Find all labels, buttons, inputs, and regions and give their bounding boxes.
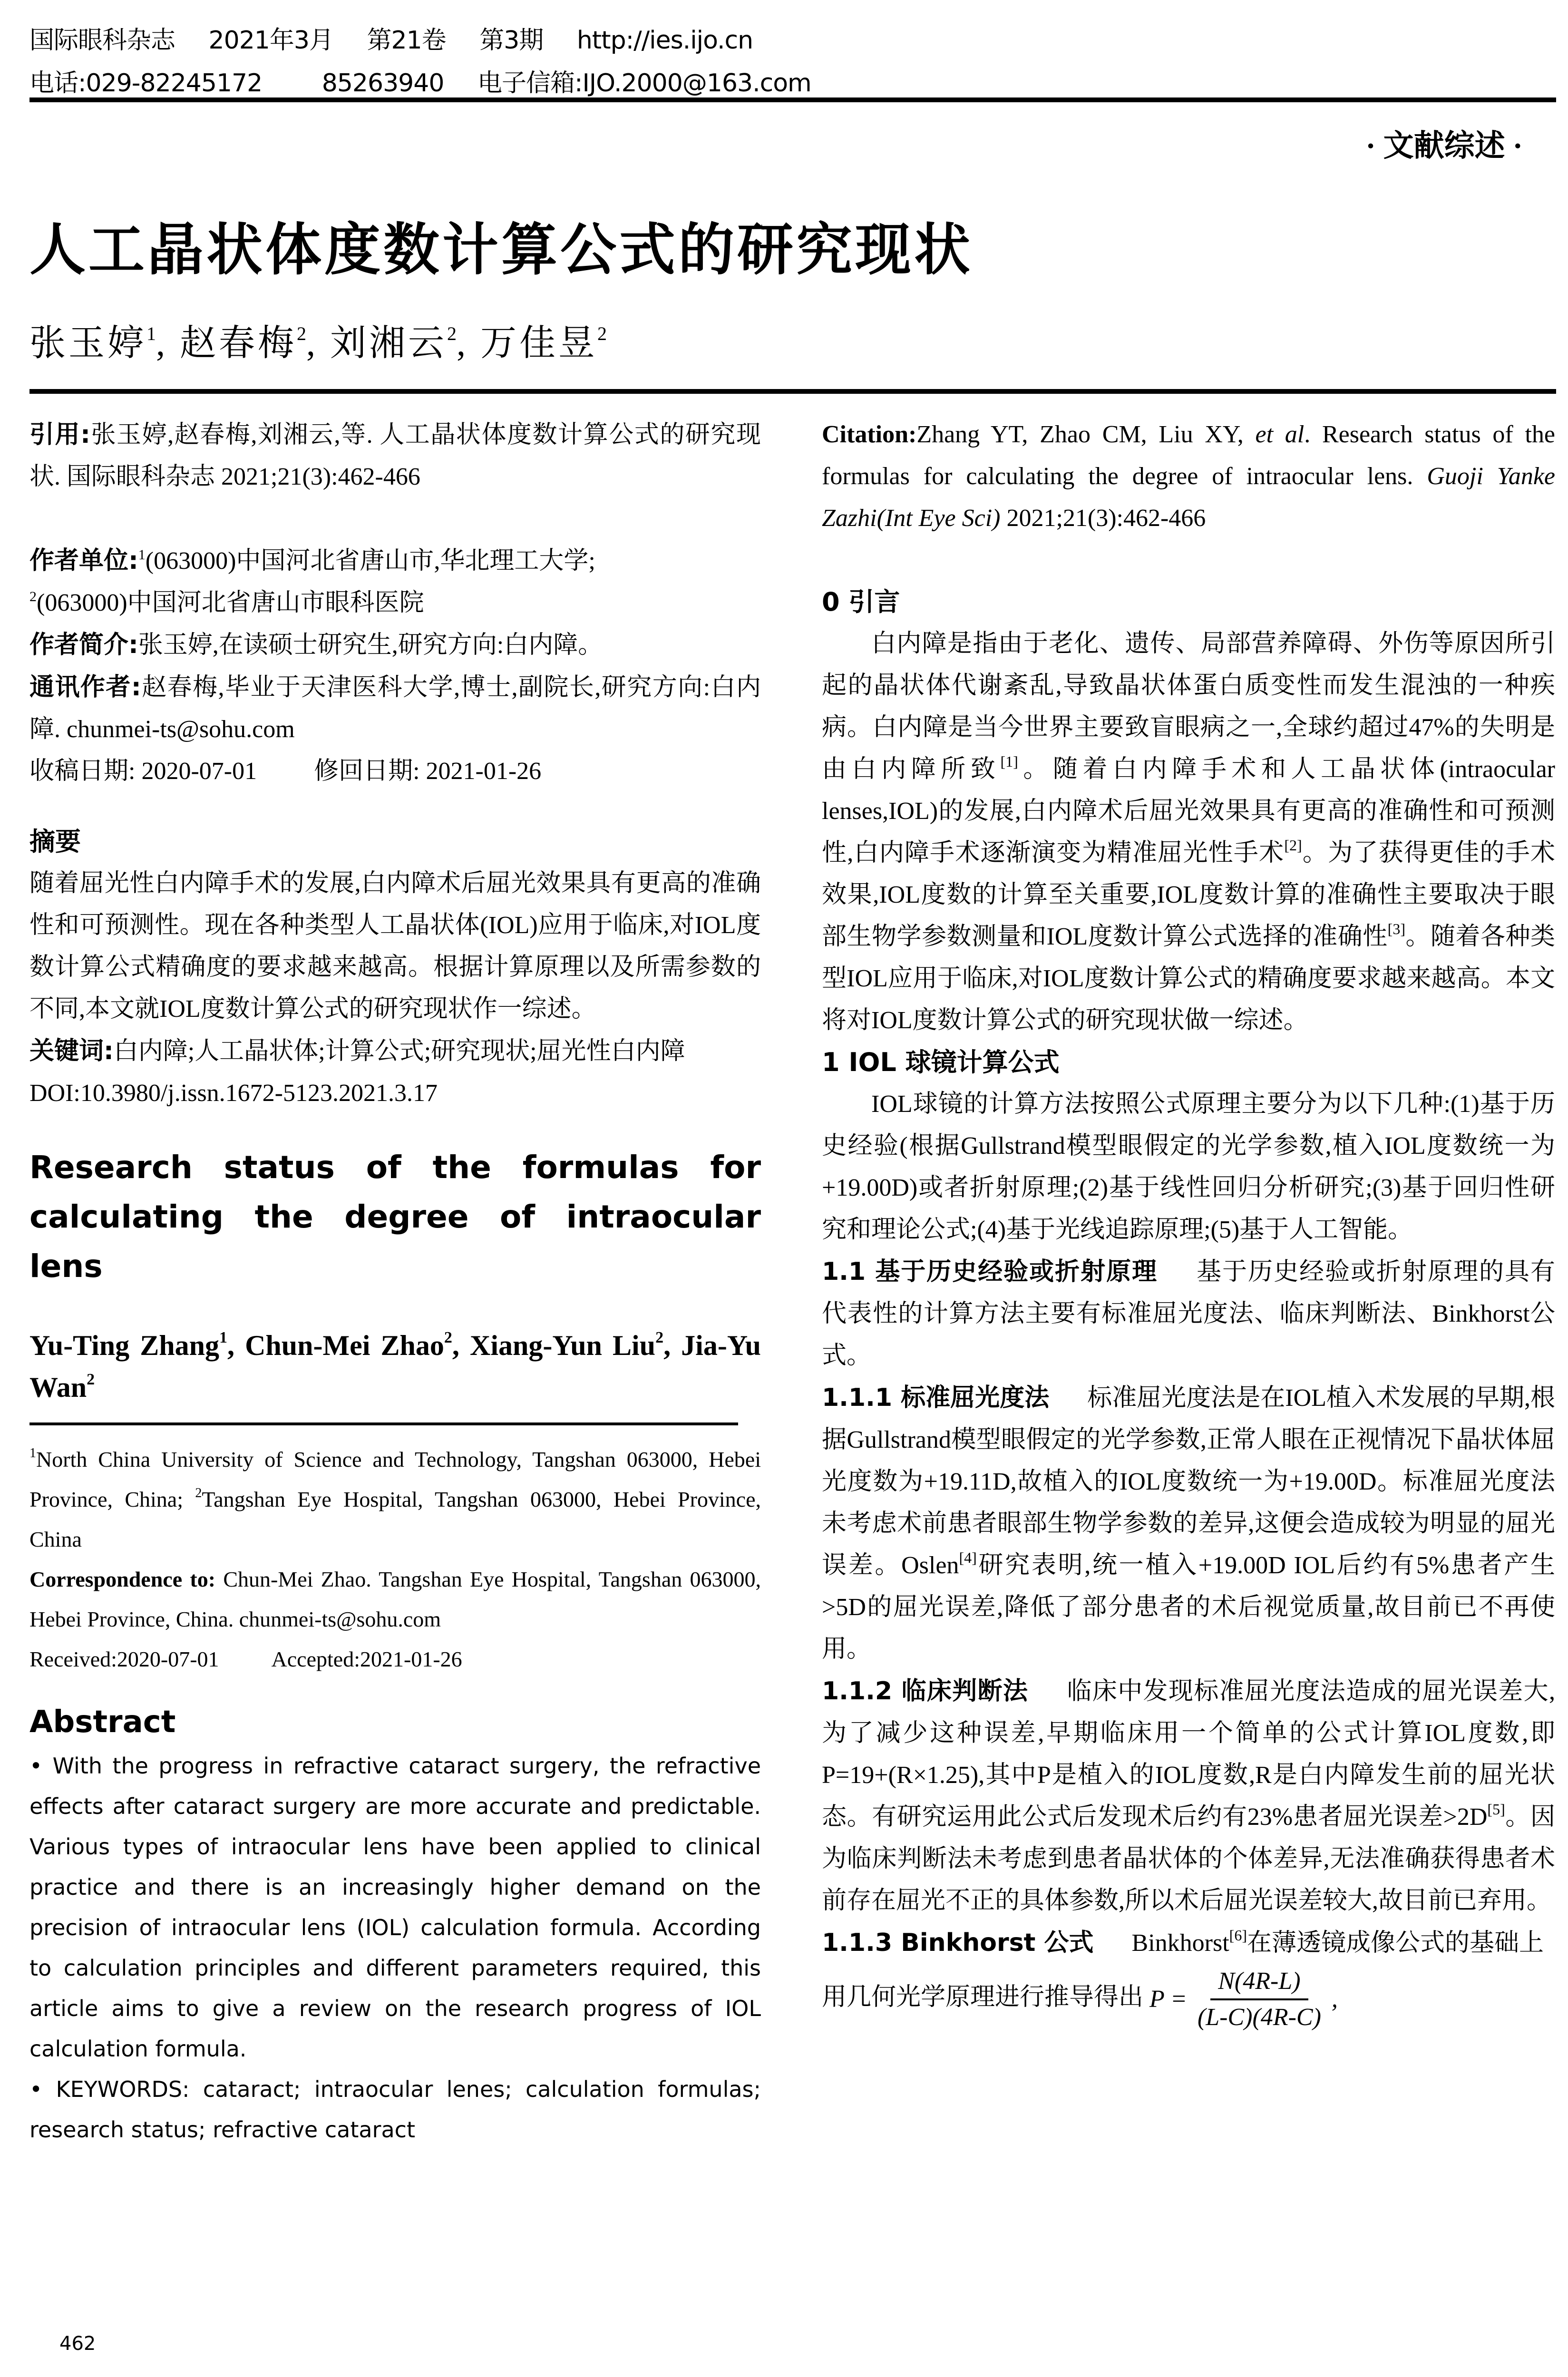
- right-column: [822, 414, 1555, 2035]
- email[interactable]: 电子信箱:IJO.2000@163.com: [477, 69, 811, 97]
- bio-text: 张玉婷,在读硕士研究生,研究方向:白内障。: [138, 632, 603, 659]
- affiliation-mark: 2: [297, 323, 306, 344]
- correspondence-label: Correspondence to:: [29, 1567, 216, 1591]
- accepted-en: Accepted:2021-01-26: [271, 1647, 462, 1671]
- affiliation-mark: 1: [219, 1329, 227, 1346]
- dates-en: [29, 1639, 761, 1679]
- citation-en-etal: et al: [1255, 421, 1305, 448]
- page-number: 462: [59, 2333, 96, 2355]
- text-run: 。因为临床判断法未考虑到患者晶状体的个体差异,无法准确获得患者术前存在屈光不正的具体参数,所以术后屈光误差较大,故目前已弃用。: [822, 1803, 1555, 1914]
- affiliation-mark: 2: [444, 1329, 452, 1346]
- citation-en-title: . Research status of the formulas for calculating the degree of intraocular lens.: [822, 421, 1555, 490]
- section-0-heading: 0 引言: [822, 587, 900, 617]
- authors-en: Yu-Ting Zhang$^1$, Chun-Mei Zhao$^2$, Xiang-Yun Liu$^2$, Jia-Yu Wan$^2$: [29, 1329, 761, 1403]
- running-header: [29, 19, 838, 105]
- affiliation-mark: 2: [597, 323, 607, 344]
- reference-link[interactable]: [3]: [1387, 920, 1405, 937]
- affiliation-mark: 1: [146, 323, 156, 344]
- author-en: Jia-Yu Wan: [29, 1330, 761, 1403]
- title-en: Research status of the formulas for calculating the degree of intraocular lens: [29, 1149, 761, 1285]
- citation-cn: [29, 414, 761, 498]
- section-1-1-3: [822, 1922, 1555, 2035]
- text-run: 标准屈光度法是在IOL植入术发展的早期,根据Gullstrand模型眼假定的光学参数,正常人眼在正视情况下晶状体屈光度数为+19.11D,故植入的IOL度数统一为+19.00D。标准屈光度法未考虑术前患者眼部生物学参数的差异,这便会造成较为明显的屈光误差。Oslen: [822, 1384, 1555, 1579]
- author-cn: 张玉婷: [29, 323, 146, 363]
- affiliation-mark: 2: [87, 1371, 95, 1388]
- citation-text: 张玉婷,赵春梅,刘湘云,等. 人工晶状体度数计算公式的研究现状. 国际眼科杂志 2021;21(3):462-466: [29, 421, 761, 490]
- affiliation-mark: 2: [447, 323, 457, 344]
- journal-url[interactable]: http://ies.ijo.cn: [576, 26, 753, 55]
- text-run: 在薄透镜成像公式的基础上用几何光学原理进行推导得出: [822, 1929, 1544, 2011]
- issue: 第3期: [479, 26, 544, 55]
- phone-2: 85263940: [321, 69, 444, 97]
- keywords-text: 白内障;人工晶状体;计算公式;研究现状;屈光性白内障: [113, 1038, 685, 1065]
- revised-date: 修回日期: 2021-01-26: [314, 758, 542, 785]
- reference-link[interactable]: [5]: [1487, 1801, 1505, 1818]
- section-1-paragraph: IOL球镜的计算方法按照公式原理主要分为以下几种:(1)基于历史经验(根据Gullstrand模型眼假定的光学参数,植入IOL度数统一为+19.00D)或者折射原理;(2)基于线性回归分析研究;(3)基于回归性研究和理论公式;(4)基于光线追踪原理;(5)基于人工智能。: [822, 1091, 1555, 1243]
- citation-en-ref: 2021;21(3):462-466: [1006, 505, 1206, 532]
- author-en: Yu-Ting Zhang: [29, 1330, 219, 1361]
- issue-date: 2021年3月: [208, 26, 333, 55]
- text-run: 研究表明,统一植入+19.00D IOL后约有5%患者产生>5D的屈光误差,降低了部分患者的术后视觉质量,故目前已不再使用。: [822, 1552, 1555, 1663]
- affiliation-en-1: North China University of Science and Technology, Tangshan 063000, Hebei Province, China;: [29, 1447, 761, 1511]
- correspondence-text: Chun-Mei Zhao. Tangshan Eye Hospital, Tangshan 063000, Hebei Province, China. chunmei-ts@sohu.com: [29, 1567, 761, 1631]
- received-date: 收稿日期: 2020-07-01: [29, 758, 257, 785]
- phone: 电话:029-82245172: [29, 69, 263, 97]
- abstract-heading-en: Abstract: [29, 1705, 176, 1740]
- reference-link[interactable]: [6]: [1229, 1927, 1247, 1944]
- section-1-1-1-heading: 1.1.1 标准屈光度法: [822, 1383, 1050, 1412]
- text-run: 临床中发现标准屈光度法造成的屈光误差大,为了减少这种误差,早期临床用一个简单的公式计算IOL度数,即P=19+(R×1.25),其中P是植入的IOL度数,R是白内障发生前的屈光状态。有研究运用此公式后发现术后约有23%患者屈光误差>2D: [822, 1678, 1555, 1831]
- page-title: 人工晶状体度数计算公式的研究现状: [29, 217, 974, 283]
- section-1-1-heading: 1.1 基于历史经验或折射原理: [822, 1257, 1158, 1286]
- reference-link[interactable]: [4]: [959, 1549, 977, 1566]
- authors-cn: 张玉婷$^1$, 赵春梅$^2$, 刘湘云$^2$, 万佳昱$^2$: [29, 323, 607, 363]
- corr-text: 赵春梅,毕业于天津医科大学,博士,副院长,研究方向:白内障. chunmei-ts@sohu.com: [29, 674, 761, 743]
- formula-lhs: P =: [1149, 1986, 1187, 2013]
- bio-label: 作者简介:: [29, 631, 138, 659]
- correspondence-en: [29, 1559, 761, 1639]
- text-run: Binkhorst: [1131, 1929, 1229, 1957]
- header-line-1: [29, 19, 838, 62]
- keywords-cn: [29, 1030, 761, 1072]
- author-bio: [29, 624, 761, 666]
- corr-label: 通讯作者:: [29, 673, 141, 701]
- corresponding-author: [29, 666, 761, 750]
- section-1-1-2: [822, 1670, 1555, 1922]
- citation-en-authors: Zhang YT, Zhao CM, Liu XY,: [916, 421, 1244, 448]
- formula-tail: ,: [1331, 1986, 1338, 2013]
- title-rule: [29, 389, 1556, 394]
- author-cn: 刘湘云: [330, 323, 447, 363]
- binkhorst-formula: [1149, 1964, 1338, 2035]
- citation-label: 引用:: [29, 420, 90, 449]
- abstract-cn: 随着屈光性白内障手术的发展,白内障术后屈光效果具有更高的准确性和可预测性。现在各种类型人工晶状体(IOL)应用于临床,对IOL度数计算公式精确度的要求越来越高。根据计算原理以及所需参数的不同,本文就IOL度数计算公式的研究现状作一综述。: [29, 870, 761, 1023]
- reference-link[interactable]: [1]: [1000, 753, 1018, 770]
- section-tag: · 文献综述 ·: [1365, 129, 1523, 163]
- abstract-en: • With the progress in refractive cataract surgery, the refractive effects after cataract surgery are more accurate and predictable. Various types of intraocular lens have been applied to clinical practice and there is an increasingly higher demand on the precision of intraocular lens (IOL) calculation formula. According to calculation principles and different parameters required, this article aims to give a review on the research progress of IOL calculation formula.: [29, 1753, 761, 2062]
- section-1-heading: 1 IOL 球镜计算公式: [822, 1047, 1060, 1077]
- section-1-1-2-heading: 1.1.2 临床判断法: [822, 1677, 1029, 1705]
- volume: 第21卷: [367, 26, 446, 55]
- affiliation-mark: 2: [655, 1329, 664, 1346]
- affiliation-2: (063000)中国河北省唐山市眼科医院: [37, 589, 424, 616]
- reference-link[interactable]: [2]: [1284, 837, 1302, 854]
- citation-en-journal: Guoji Yanke Zazhi(Int Eye Sci): [822, 463, 1556, 532]
- text-run: 。随着各种类型IOL应用于临床,对IOL度数计算公式的精确度要求越来越高。本文将对IOL度数计算公式的研究现状做一综述。: [822, 923, 1555, 1034]
- section-1-1-3-heading: 1.1.3 Binkhorst 公式: [822, 1929, 1094, 1957]
- left-column: [29, 414, 761, 2150]
- journal-name: 国际眼科杂志: [29, 26, 175, 55]
- author-cn: 赵春梅: [180, 323, 297, 363]
- dates-cn: [29, 750, 761, 792]
- section-0-paragraph: [822, 623, 1555, 1042]
- author-en: Chun-Mei Zhao: [245, 1330, 444, 1361]
- affiliation-en-2: Tangshan Eye Hospital, Tangshan 063000, Hebei Province, China: [29, 1487, 761, 1551]
- received-en: Received:2020-07-01: [29, 1647, 219, 1671]
- author-cn: 万佳昱: [480, 323, 597, 363]
- keywords-en: • KEYWORDS: cataract; intraocular lenes; calculation formulas; research status; refractive cataract: [29, 2076, 761, 2143]
- affiliation-label: 作者单位:: [29, 546, 138, 575]
- abstract-heading-cn: 摘要: [29, 827, 81, 857]
- formula-numerator: N(4R-L): [1210, 1964, 1308, 2000]
- text-run: 。为了获得更佳的手术效果,IOL度数的计算至关重要,IOL度数计算的准确性主要取决于眼部生物学参数测量和IOL度数计算公式选择的准确性: [822, 839, 1555, 950]
- keywords-label: 关键词:: [29, 1037, 114, 1065]
- affiliations-en: $^1$North China University of Science and Technology, Tangshan 063000, Hebei Province, China; $^2$Tangshan Eye Hospital, Tangshan 063000, Hebei Province, China: [29, 1446, 761, 1551]
- header-rule: [29, 97, 1556, 102]
- citation-en-label: Citation:: [822, 421, 917, 448]
- affiliations-cn: 作者单位:$^1$(063000)中国河北省唐山市,华北理工大学; $^2$(063000)中国河北省唐山市眼科医院: [29, 546, 595, 616]
- affiliation-1: (063000)中国河北省唐山市,华北理工大学;: [145, 547, 595, 575]
- text-run: 。随着白内障手术和人工晶状体(intraocular lenses,IOL)的发展,白内障术后屈光效果具有更高的准确性和可预测性,白内障手术逐渐演变为精准屈光性手术: [822, 756, 1555, 867]
- author-en: Xiang-Yun Liu: [470, 1330, 656, 1361]
- text-run: 白内障是指由于老化、遗传、局部营养障碍、外伤等原因所引起的晶状体代谢紊乱,导致晶状体蛋白质变性而发生混浊的一种疾病。白内障是当今世界主要致盲眼病之一,全球约超过47%的失明是由白内障所致: [822, 630, 1555, 783]
- formula-denominator: (L-C)(4R-C): [1197, 2004, 1321, 2031]
- section-1-1-text: 基于历史经验或折射原理的具有代表性的计算方法主要有标准屈光度法、临床判断法、Binkhorst公式。: [822, 1258, 1555, 1369]
- doi[interactable]: DOI:10.3980/j.issn.1672-5123.2021.3.17: [29, 1080, 438, 1107]
- section-1-1: [822, 1251, 1555, 1377]
- citation-en: [822, 414, 1555, 539]
- formula-fraction: [1190, 1964, 1329, 2035]
- section-1-1-1: [822, 1377, 1555, 1670]
